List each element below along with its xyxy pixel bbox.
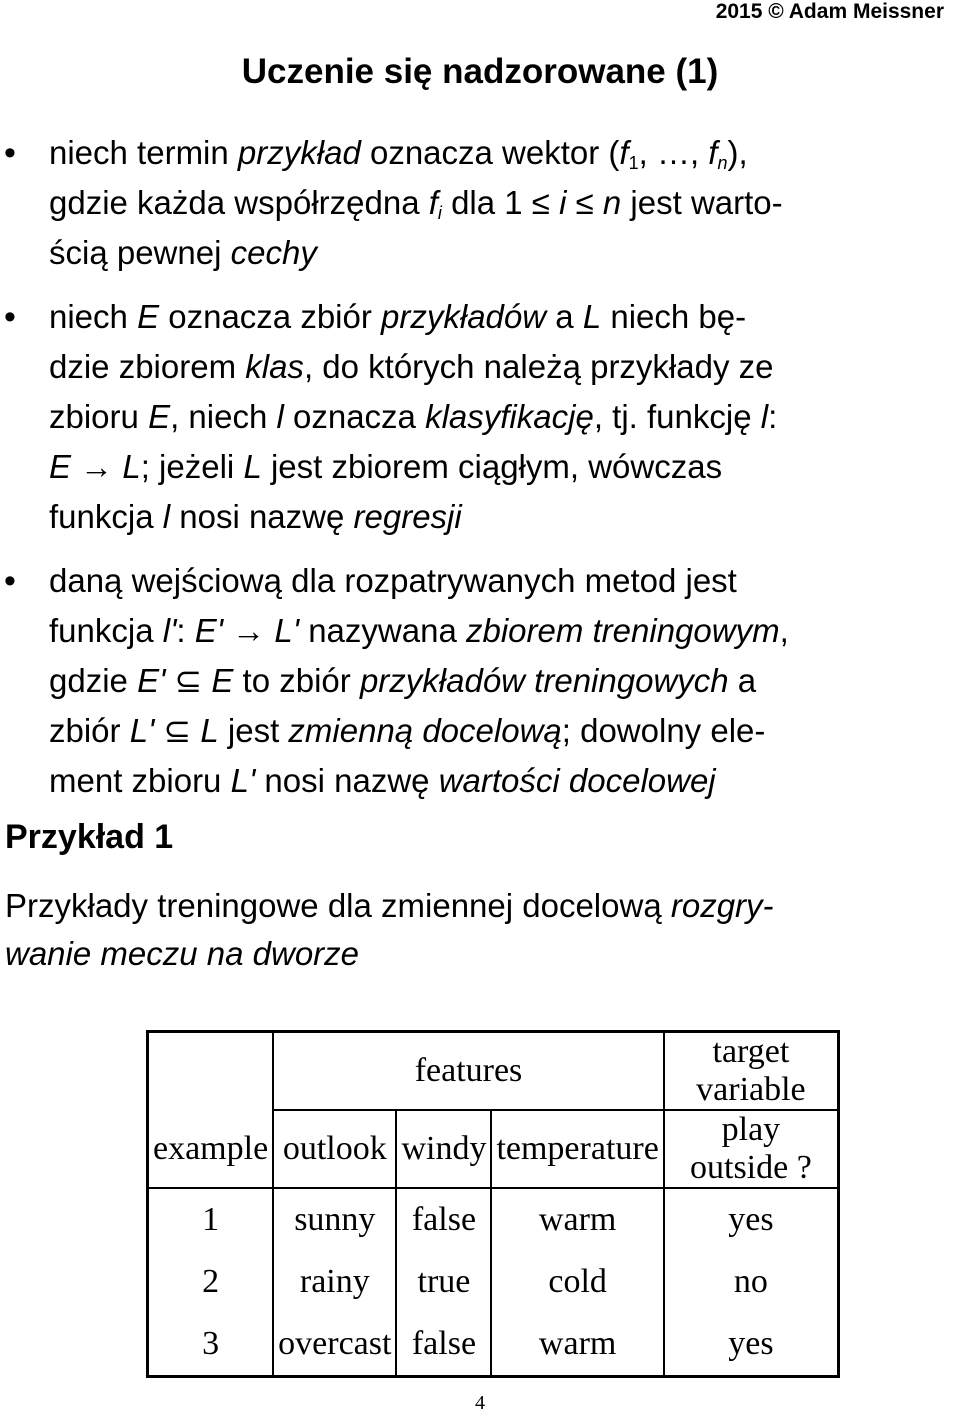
text-run: Przykłady treningowe dla zmiennej docelową <box>5 887 671 924</box>
text-run: , <box>779 612 789 649</box>
subscript-run: 1 <box>628 153 639 173</box>
text-run: wanie meczu na dworze <box>5 935 360 972</box>
column-header: outlook <box>273 1110 396 1188</box>
text-run: E' <box>194 612 224 649</box>
text-line <box>49 756 952 806</box>
section-heading: Przykład 1 <box>5 818 174 856</box>
text-run: → <box>223 612 275 649</box>
text-run: zbioru <box>49 398 149 435</box>
text-run: ), <box>727 134 748 171</box>
text-run: → <box>71 448 123 485</box>
column-header: temperature <box>491 1110 663 1188</box>
table-cell: overcast <box>273 1313 396 1377</box>
text-run: gdzie <box>49 662 138 699</box>
table-row <box>148 1251 839 1313</box>
text-run: a <box>728 662 757 699</box>
text-line <box>49 492 952 542</box>
text-line <box>49 606 952 656</box>
text-run: to zbiór <box>233 662 360 699</box>
text-line <box>49 128 952 178</box>
text-run: L <box>122 448 141 485</box>
text-run: regresji <box>353 498 462 535</box>
text-line <box>49 442 952 492</box>
text-run: rozgry- <box>670 887 774 924</box>
text-run: , tj. funkcję <box>593 398 761 435</box>
text-run: klasyfikację <box>425 398 594 435</box>
text-run: jest warto- <box>621 184 783 221</box>
text-line <box>49 178 952 228</box>
text-run: przykład <box>237 134 361 171</box>
column-header: windy <box>396 1110 491 1188</box>
text-line <box>49 292 952 342</box>
text-run: zbiór <box>49 712 130 749</box>
bullet-item <box>0 292 960 542</box>
text-run: f <box>428 184 438 221</box>
text-line <box>49 706 952 756</box>
table-cell: 2 <box>148 1251 274 1313</box>
text-run: nosi nazwę <box>170 498 354 535</box>
text-run: L <box>582 298 602 335</box>
table-row <box>148 1188 839 1251</box>
text-line <box>49 392 952 442</box>
text-run: ; dowolny ele- <box>561 712 766 749</box>
bullet-item <box>0 128 960 278</box>
column-header-row <box>148 1110 839 1188</box>
table-cell: no <box>664 1251 839 1313</box>
table-cell: false <box>396 1188 491 1251</box>
text-run: niech <box>49 298 138 335</box>
column-header: play outside ? <box>664 1110 839 1188</box>
text-run: jest <box>218 712 289 749</box>
text-run: E' <box>137 662 166 699</box>
text-run: f <box>708 134 718 171</box>
page-number: 4 <box>475 1392 485 1414</box>
table-cell: yes <box>664 1188 839 1251</box>
subscript-run: n <box>717 153 728 173</box>
text-run: : <box>176 612 195 649</box>
text-run: cechy <box>230 234 317 271</box>
text-run: dla 1 ≤ <box>441 184 560 221</box>
text-run: L <box>200 712 219 749</box>
text-run: f <box>619 134 629 171</box>
text-run: L' <box>274 612 300 649</box>
text-run: ⊆ <box>165 662 212 699</box>
text-run: l <box>162 498 171 535</box>
table-cell: 1 <box>148 1188 274 1251</box>
table-cell: warm <box>491 1313 663 1377</box>
table-row <box>148 1313 839 1377</box>
text-run: , …, <box>638 134 709 171</box>
text-run: dzie zbiorem <box>49 348 246 385</box>
text-run: l <box>760 398 769 435</box>
text-run: niech bę- <box>601 298 747 335</box>
table-cell: 3 <box>148 1313 274 1377</box>
table-cell: rainy <box>273 1251 396 1313</box>
training-examples-table <box>146 1030 840 1378</box>
slide-title: Uczenie się nadzorowane (1) <box>241 52 719 91</box>
text-run: klas <box>245 348 304 385</box>
text-run: E <box>137 298 160 335</box>
text-run: daną wejściową dla rozpatrywanych metod jest <box>49 562 737 599</box>
text-line <box>49 656 952 706</box>
text-run: : <box>768 398 778 435</box>
table-cell: cold <box>491 1251 663 1313</box>
table-cell: sunny <box>273 1188 396 1251</box>
text-run: n <box>602 184 622 221</box>
text-run: przykładów treningowych <box>359 662 729 699</box>
text-run: ≤ <box>566 184 603 221</box>
text-run: gdzie każda współrzędna <box>49 184 429 221</box>
text-run: funkcja <box>49 612 163 649</box>
text-run: L' <box>129 712 155 749</box>
text-run: ; jeżeli <box>140 448 244 485</box>
text-run: zbiorem treningowym <box>465 612 780 649</box>
text-run: a <box>546 298 583 335</box>
text-run: l' <box>162 612 177 649</box>
definition-list <box>0 128 960 820</box>
copyright-header: 2015 © Adam Meissner <box>715 0 944 23</box>
table-cell: warm <box>491 1188 663 1251</box>
target-group-header: target variable <box>664 1032 839 1111</box>
text-line <box>5 930 955 978</box>
text-run: wartości docelowej <box>438 762 716 799</box>
table-cell: false <box>396 1313 491 1377</box>
text-run: L <box>243 448 262 485</box>
text-line <box>49 556 952 606</box>
features-group-header: features <box>273 1032 664 1111</box>
text-run: L' <box>230 762 256 799</box>
text-line <box>49 342 952 392</box>
text-run: nosi nazwę <box>255 762 439 799</box>
group-header-row <box>148 1032 839 1111</box>
text-line <box>5 882 955 930</box>
text-run: oznacza zbiór <box>159 298 382 335</box>
text-run: zmienną docelową <box>288 712 562 749</box>
subscript-run: i <box>437 203 442 223</box>
example-description <box>5 882 955 978</box>
text-run: E <box>148 398 171 435</box>
text-run: E <box>49 448 72 485</box>
text-run: i <box>559 184 567 221</box>
text-run: ment zbioru <box>49 762 231 799</box>
column-header: example <box>148 1110 274 1188</box>
text-run: jest zbiorem ciągłym, wówczas <box>261 448 723 485</box>
table-cell: yes <box>664 1313 839 1377</box>
text-run: oznacza wektor ( <box>360 134 620 171</box>
bullet-item <box>0 556 960 806</box>
text-run: , do których należą przykłady ze <box>303 348 774 385</box>
text-run: oznacza <box>283 398 426 435</box>
text-line <box>49 228 952 278</box>
text-run: E <box>211 662 234 699</box>
text-run: przykładów <box>381 298 547 335</box>
empty-header-cell <box>148 1032 274 1111</box>
table-cell: true <box>396 1251 491 1313</box>
text-run: funkcja <box>49 498 163 535</box>
text-run: ⊆ <box>154 712 201 749</box>
text-run: l <box>276 398 284 435</box>
text-run: , niech <box>170 398 277 435</box>
text-run: nazywana <box>299 612 466 649</box>
text-run: niech termin <box>49 134 238 171</box>
text-run: ścią pewnej <box>49 234 231 271</box>
